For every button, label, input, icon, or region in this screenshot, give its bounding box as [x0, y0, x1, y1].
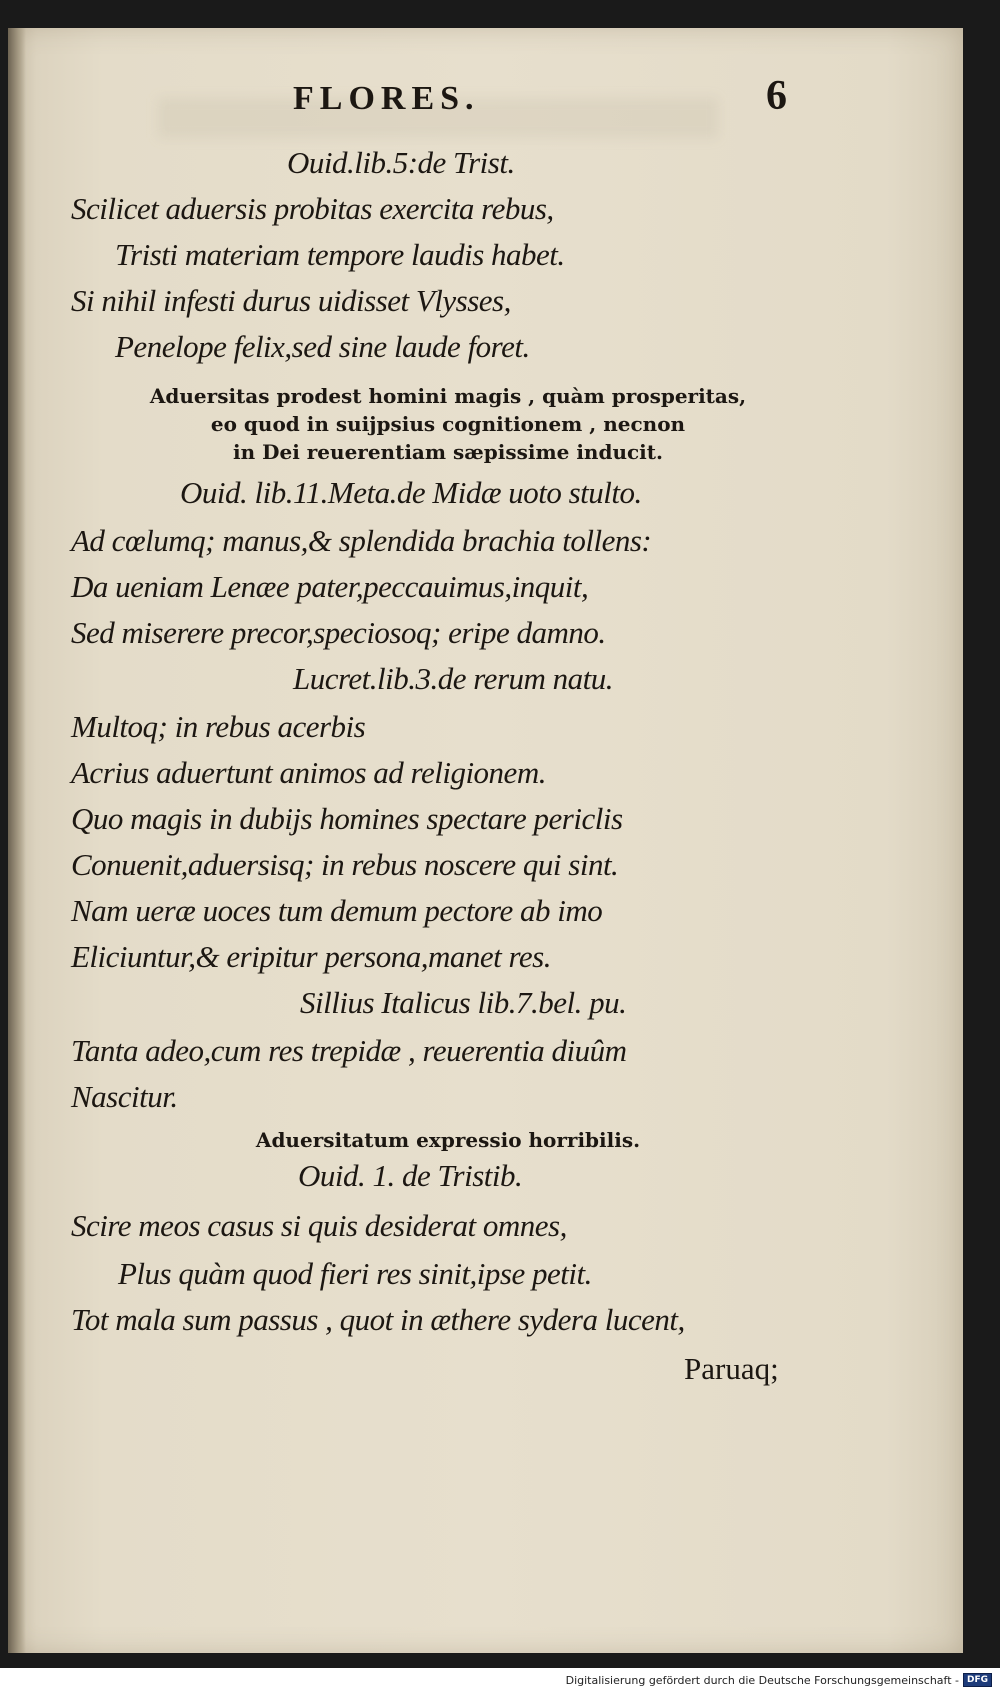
verse-line: Acrius aduertunt animos ad religionem. [71, 755, 546, 790]
source-heading: Ouid.lib.5:de Trist. [287, 145, 515, 180]
commentary-line: Aduersitatum expressio horribilis. [255, 1128, 641, 1152]
verse-line: Tristi materiam tempore laudis habet. [115, 237, 565, 272]
source-heading: Sillius Italicus lib.7.bel. pu. [300, 985, 627, 1020]
commentary-line: in Dei reuerentiam sæpissime inducit. [233, 440, 663, 464]
page-number: 6 [766, 73, 787, 119]
verse-line: Conuenit,aduersisq; in rebus noscere qui sint. [71, 847, 619, 882]
verse-line: Nascitur. [71, 1079, 178, 1114]
source-heading: Ouid. lib.11.Meta.de Midæ uoto stulto. [180, 475, 642, 510]
source-heading: Ouid. 1. de Tristib. [298, 1158, 523, 1193]
running-head: FLORES. [293, 80, 480, 117]
commentary-line: eo quod in suijpsius cognitionem , necnon [210, 412, 686, 436]
verse-line: Quo magis in dubijs homines spectare periclis [71, 801, 623, 836]
verse-line: Sed miserere precor,speciosoq; eripe damno. [71, 615, 606, 650]
verse-line: Nam ueræ uoces tum demum pectore ab imo [71, 893, 603, 928]
verse-line: Eliciuntur,& eripitur persona,manet res. [71, 939, 551, 974]
source-heading: Lucret.lib.3.de rerum natu. [293, 661, 614, 696]
verse-line: Ad cœlumq; manus,& splendida brachia tollens: [71, 523, 652, 558]
credit-text: Digitalisierung gefördert durch die Deutsche Forschungsgemeinschaft - [565, 1673, 959, 1687]
digitization-credit [566, 1673, 992, 1687]
verse-line: Penelope felix,sed sine laude foret. [115, 329, 530, 364]
verse-line: Plus quàm quod fieri res sinit,ipse petit. [118, 1256, 592, 1291]
verse-line: Multoq; in rebus acerbis [71, 709, 366, 744]
book-page [8, 28, 963, 1653]
verse-line: Si nihil infesti durus uidisset Vlysses, [71, 283, 511, 318]
verse-line: Tanta adeo,cum res trepidæ , reuerentia diuûm [71, 1033, 627, 1068]
commentary-line: Aduersitas prodest homini magis , quàm prosperitas, [149, 384, 747, 408]
verse-line: Scire meos casus si quis desiderat omnes, [71, 1208, 567, 1243]
dfg-logo: DFG [963, 1673, 992, 1687]
verse-line: Scilicet aduersis probitas exercita rebus, [71, 191, 554, 226]
catchword: Paruaq; [684, 1351, 779, 1386]
verse-line: Da ueniam Lenæe pater,peccauimus,inquit, [71, 569, 589, 604]
page-gutter-shadow [8, 28, 26, 1653]
verse-line: Tot mala sum passus , quot in æthere sydera lucent, [71, 1302, 685, 1337]
